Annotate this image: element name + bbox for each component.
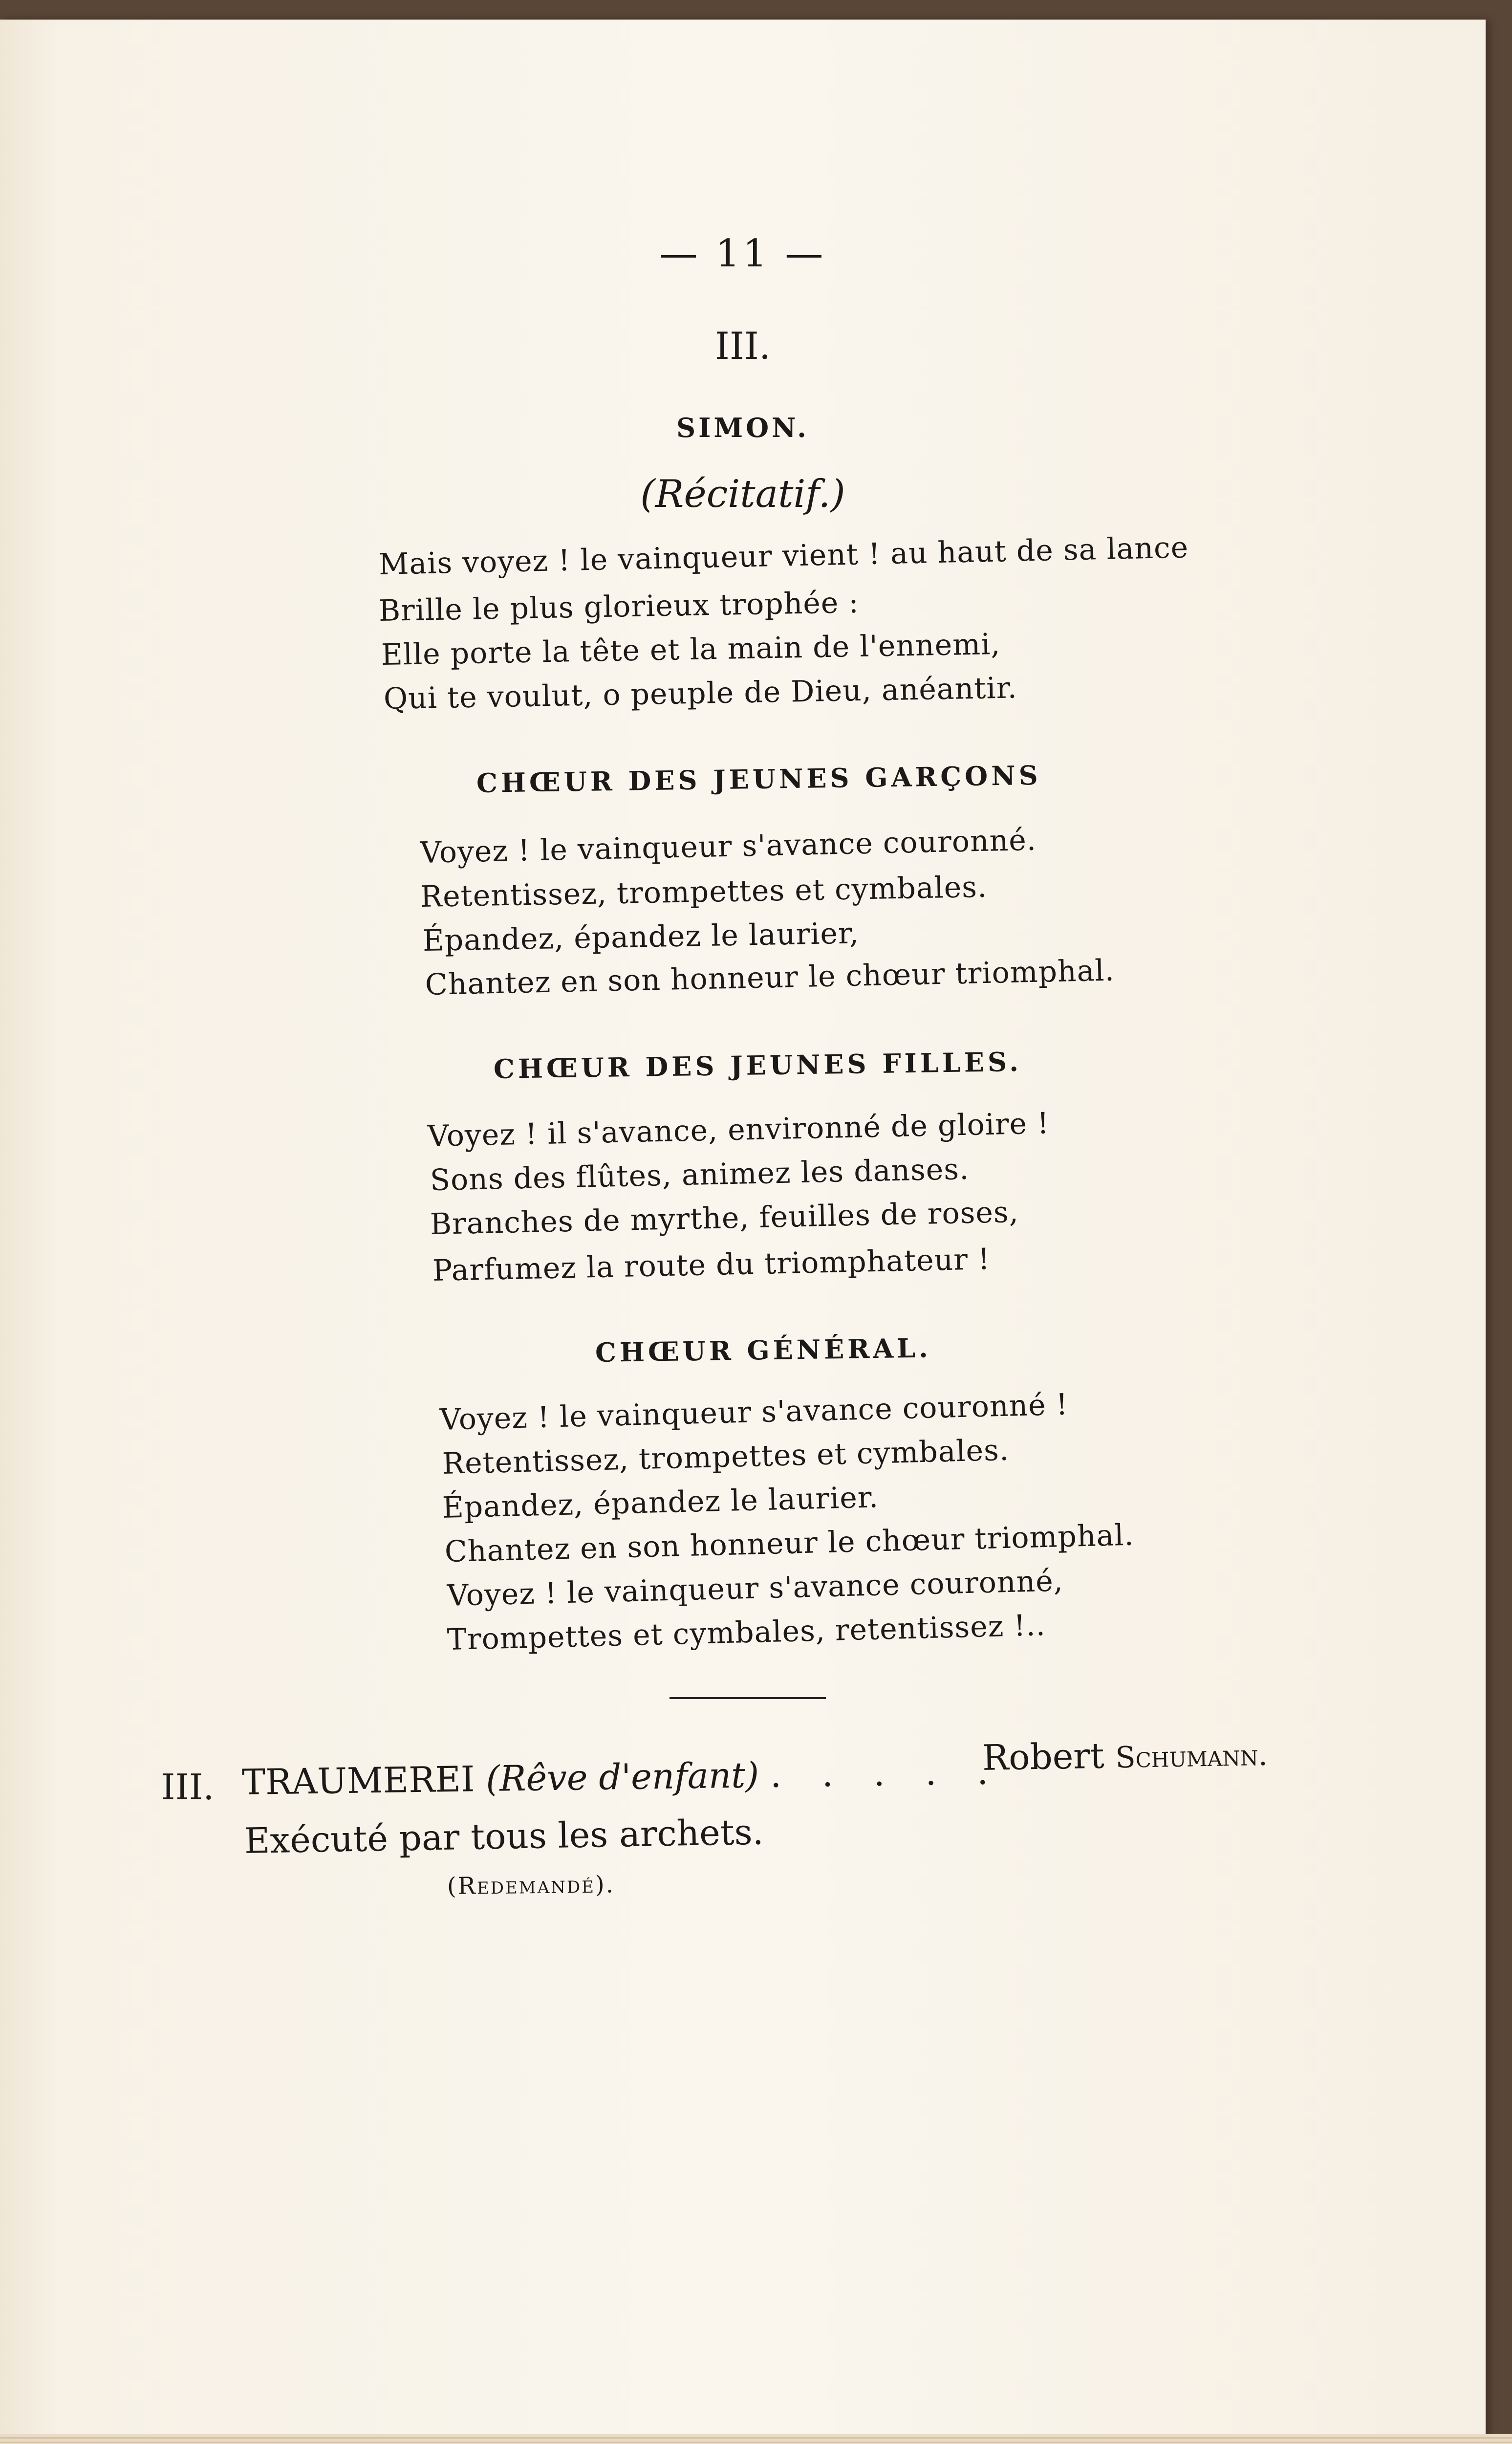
verse-line: Brille le plus glorieux trophée : — [378, 585, 860, 628]
page-number: — 11 — — [659, 232, 826, 276]
recitative-marking: (Récitatif.) — [640, 472, 845, 516]
verse-line: Mais voyez ! le vainqueur vient ! au haut de sa lance — [378, 530, 1189, 582]
verse-line: Parfumez la route du triomphateur ! — [432, 1242, 991, 1288]
composer — [982, 1735, 1268, 1778]
verse-line: Chantez en son honneur le chœur triomphal. — [444, 1518, 1135, 1569]
piece-title: TRAUMEREI — [241, 1758, 475, 1803]
book-page — [0, 20, 1486, 2444]
verse-line: Voyez ! il s'avance, environné de gloire ! — [427, 1106, 1050, 1154]
composer-first-name: Robert — [982, 1735, 1105, 1778]
section-divider — [670, 1697, 826, 1699]
choir-heading: CHŒUR DES JEUNES GARÇONS — [476, 759, 1042, 799]
verse-line: Épandez, épandez le laurier, — [422, 916, 860, 958]
piece-translation: (Rêve d'enfant) — [485, 1754, 759, 1800]
composer-last-name: Schumann. — [1115, 1738, 1268, 1775]
choir-heading: CHŒUR GÉNÉRAL. — [595, 1332, 932, 1368]
speaker-name: SIMON. — [676, 412, 809, 443]
performance-note: Exécuté par tous les archets. — [244, 1811, 764, 1861]
verse-line: Qui te voulut, o peuple de Dieu, anéantir. — [383, 671, 1018, 716]
page-stack-edge — [0, 2434, 1512, 2444]
program-item-number: III. — [161, 1767, 215, 1808]
verse-line: Épandez, épandez le laurier. — [442, 1480, 879, 1525]
verse-line: Sons des flûtes, animez les danses. — [430, 1152, 970, 1198]
verse-line: Trompettes et cymbales, retentissez !.. — [447, 1608, 1046, 1657]
verse-line: Chantez en son honneur le chœur triomphal. — [425, 953, 1115, 1002]
verse-line: Voyez ! le vainqueur s'avance couronné ! — [439, 1387, 1069, 1437]
verse-line: Retentissez, trompettes et cymbales. — [420, 870, 988, 914]
verse-line: Retentissez, trompettes et cymbales. — [442, 1433, 1010, 1481]
verse-line: Elle porte la tête et la main de l'ennemi, — [381, 627, 1001, 672]
encore-note: (Redemandé). — [447, 1871, 615, 1900]
section-number: III. — [714, 324, 771, 368]
dot-leader: . . . . . — [770, 1751, 1003, 1795]
verse-line: Voyez ! le vainqueur s'avance couronné. — [420, 823, 1037, 870]
choir-heading: CHŒUR DES JEUNES FILLES. — [493, 1046, 1022, 1085]
program-item-title — [241, 1751, 1003, 1803]
verse-line: Voyez ! le vainqueur s'avance couronné, — [447, 1564, 1064, 1613]
verse-line: Branches de myrthe, feuilles de roses, — [430, 1195, 1019, 1242]
